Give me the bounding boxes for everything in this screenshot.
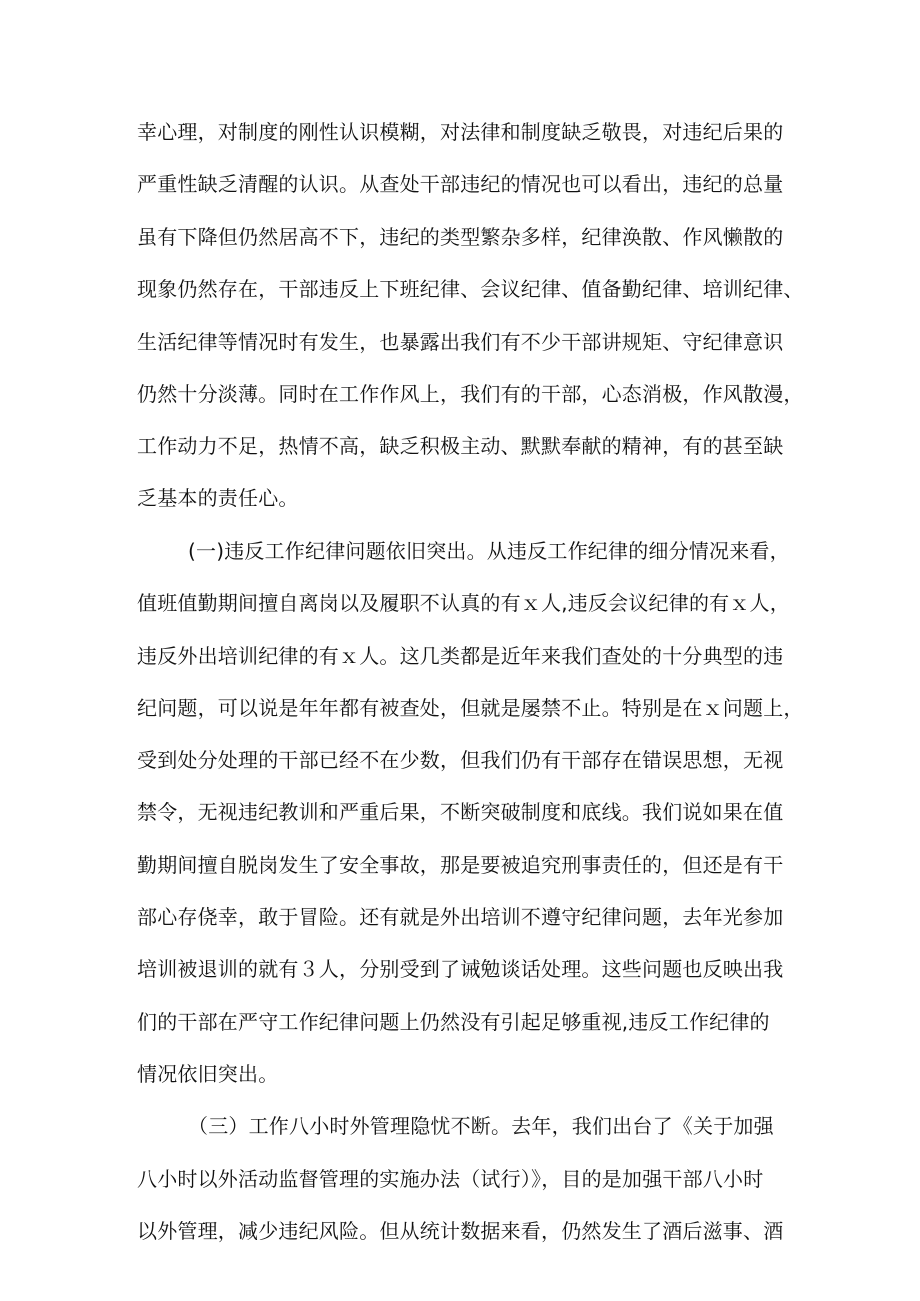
text-line-22: 以外管理，减少违纪风险。但从统计数据来看，仍然发生了酒后滋事、酒: [137, 1219, 784, 1243]
text-line-2: 严重性缺乏清醒的认识。从查处干部违纪的情况也可以看出，违纪的总量: [137, 172, 784, 196]
text-line-8: 乏基本的责任心。: [137, 486, 299, 510]
text-line-15: 勤期间擅自脱岗发生了安全事故，那是要被追究刑事责任的，但还是有干: [137, 853, 784, 877]
text-line-13: 受到处分处理的干部已经不在少数，但我们仍有干部存在错误思想，无视: [137, 748, 784, 772]
text-line-17: 培训被退训的就有３人，分别受到了诫勉谈话处理。这些问题也反映出我: [137, 957, 784, 981]
text-line-12: 纪问题，可以说是年年都有被查处，但就是屡禁不止。特别是在ｘ问题上，: [137, 696, 804, 720]
text-line-16: 部心存侥幸，敢于冒险。还有就是外出培训不遵守纪律问题，去年光参加: [137, 905, 784, 929]
text-line-4: 现象仍然存在，干部违反上下班纪律、会议纪律、值备勤纪律、培训纪律、: [137, 277, 804, 301]
text-line-11: 违反外出培训纪律的有ｘ人。这几类都是近年来我们查处的十分典型的违: [137, 644, 784, 668]
text-line-7: 工作动力不足，热情不高，缺乏积极主动、默默奉献的精神，有的甚至缺: [137, 434, 784, 458]
text-line-10: 值班值勤期间擅自离岗以及履职不认真的有ｘ人,违反会议纪律的有ｘ人，: [137, 591, 790, 615]
text-line-19: 情况依旧突出。: [137, 1062, 279, 1086]
text-line-5: 生活纪律等情况时有发生，也暴露出我们有不少干部讲规矩、守纪律意识: [137, 330, 784, 354]
text-line-18: 们的干部在严守工作纪律问题上仍然没有引起足够重视,违反工作纪律的: [137, 1010, 770, 1034]
text-line-1: 幸心理，对制度的刚性认识模糊，对法律和制度缺乏敬畏，对违纪后果的: [137, 120, 784, 144]
text-line-21: 八小时以外活动监督管理的实施办法（试行）》，目的是加强干部八小时: [137, 1167, 764, 1191]
text-line-20: （三）工作八小时外管理隐忧不断。去年，我们出台了《关于加强: [188, 1114, 774, 1138]
text-line-9: (一)违反工作纪律问题依旧突出。从违反工作纪律的细分情况来看，: [188, 539, 790, 563]
text-line-3: 虽有下降但仍然居高不下，违纪的类型繁杂多样，纪律涣散、作风懒散的: [137, 225, 784, 249]
text-line-14: 禁令，无视违纪教训和严重后果，不断突破制度和底线。我们说如果在值: [137, 800, 784, 824]
text-line-6: 仍然十分淡薄。同时在工作作风上，我们有的干部，心态消极，作风散漫，: [137, 382, 804, 406]
